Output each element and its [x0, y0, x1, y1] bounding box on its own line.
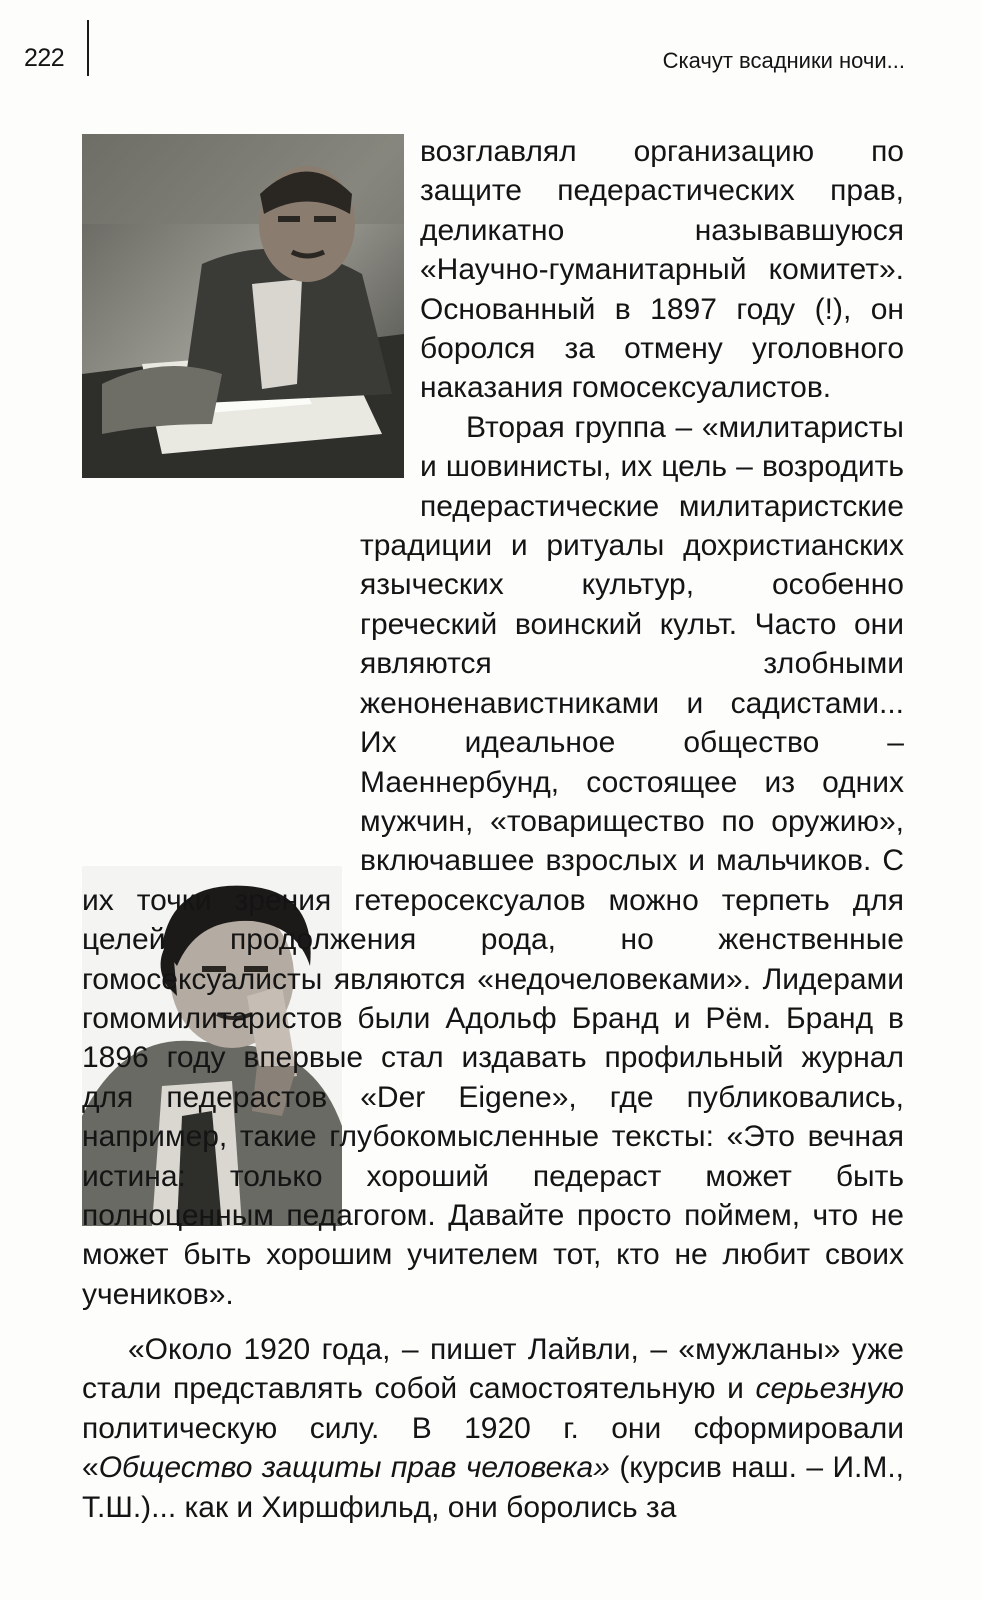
italic-text: серьезную	[755, 1372, 904, 1406]
text-span: «Около 1920 года, – пишет Лайвли, – «мужланы» уже стали представлять собой самостоятельную и	[82, 1333, 904, 1406]
paragraph: Вторая группа – «милитаристы и шовинисты, их цель – возродить педерастические милитаристские традиции и ритуалы дохристианских языческих культур, особенно греческий воинский культ. Часто они являются злобными женоненавистниками и садистами... Их идеальное общество – Маеннербунд, состоящее из одних мужчин, «товарищество по оружию», включавшее взрослых и мальчиков. С их точки зрения гетеросексуалов можно терпеть для целей продолжения рода, но женственные гомосексуалисты являются «недочеловеками». Лидерами гомомилитаристов были Адольф Бранд и Рём. Бранд в 1896 году впервые стал издавать профильный журнал для педерастов «Der Eigene», где публиковались, например, такие глубокомысленные тексты: «Это вечная истина: только хороший педераст может быть полноценным педагогом. Давайте просто поймем, что не может быть хорошим учителем тот, кто не любит своих учеников».	[82, 410, 904, 1311]
page-number: 222	[24, 44, 65, 72]
paragraph	[82, 1330, 904, 1527]
running-title: Скачут всадники ночи...	[662, 48, 905, 73]
body-text-continued	[82, 1330, 904, 1527]
photo-spacer	[82, 493, 360, 858]
text-span: (курсив наш. – И.М., Т.Ш.)... как и Хиршфильд, они боролись за	[82, 1451, 904, 1524]
paragraph: возглавлял организацию по защите педерастических прав, деликатно называвшуюся «Научно-гуманитарный комитет». Основанный в 1897 году (!), он боролся за отмену уголовного наказания гомосексуалистов.	[420, 135, 904, 405]
photo-spacer	[82, 132, 420, 487]
italic-text: Общество защиты прав человека»	[98, 1451, 610, 1485]
text-span: политическую силу. В 1920 г. они сформировали «	[82, 1411, 904, 1485]
page-header	[0, 0, 981, 110]
header-divider	[87, 20, 89, 76]
body-text	[82, 132, 904, 1314]
